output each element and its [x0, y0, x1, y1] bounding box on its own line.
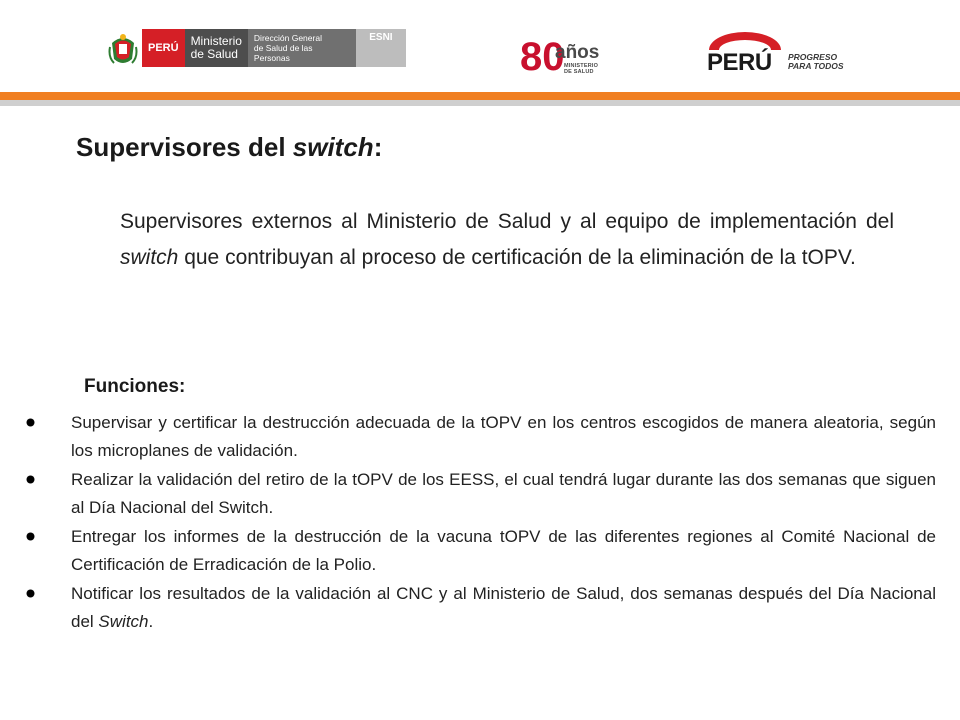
list-item [24, 409, 936, 465]
ministerio-line-1: Ministerio [190, 34, 242, 48]
anniversary-sub-2: DE SALUD [564, 69, 594, 75]
ministerio-line-2: de Salud [190, 47, 238, 61]
intro-paragraph [120, 204, 894, 276]
peru-coat-of-arms-icon [108, 29, 138, 67]
header [0, 0, 960, 92]
list-item-text: Supervisar y certificar la destrucción adecuada de la tOPV en los centros escogidos de manera aleatoria, según los microplanes de validación. [71, 413, 936, 460]
anniversary-years: años [555, 42, 600, 63]
bullet-icon [24, 416, 37, 429]
peru-brand-word: PERÚ [707, 49, 772, 76]
bullet-icon [24, 587, 37, 600]
functions-heading: Funciones: [84, 376, 186, 397]
list-item-italic: Switch [98, 612, 149, 631]
tagline-line-2: PARA TODOS [788, 61, 844, 71]
list-item [24, 580, 936, 636]
title-italic: switch [292, 132, 374, 162]
direccion-line-1: Dirección General [253, 33, 322, 43]
list-item [24, 466, 936, 522]
esni-label: ESNI [356, 29, 406, 67]
direccion-label [248, 29, 356, 67]
intro-italic: switch [120, 246, 179, 269]
list-item-suffix: . [148, 612, 154, 631]
bullet-icon [24, 473, 37, 486]
minsa-logo [108, 29, 406, 67]
list-item-text: Realizar la validación del retiro de la tOPV de los EESS, el cual tendrá lugar durante las dos semanas que siguen al Día Nacional del Switch. [71, 470, 936, 517]
list-item-text: Entregar los informes de la destrucción de la vacuna tOPV de las diferentes regiones al Comité Nacional de Certificación de Erradicación de la Polio. [71, 527, 936, 574]
title-suffix: : [373, 132, 383, 162]
tagline-line-1: PROGRESO [788, 52, 838, 62]
anniversary-sub-1: MINISTERIO [564, 63, 599, 69]
intro-part-1: Supervisores externos al Ministerio de Salud y al equipo de implementación del [120, 210, 894, 233]
functions-list [24, 409, 936, 637]
peru-label: PERÚ [142, 29, 185, 67]
list-item-text: Notificar los resultados de la validación al CNC y al Ministerio de Salud, dos semanas después del Día Nacional del [71, 584, 936, 631]
intro-part-2: que contribuyan al proceso de certificación de la eliminación de la tOPV. [178, 246, 856, 269]
bullet-icon [24, 530, 37, 543]
peru-brand-tagline [788, 53, 844, 71]
gray-band [0, 100, 960, 106]
list-item [24, 523, 936, 579]
title-main: Supervisores del [76, 132, 293, 162]
anniversary-number: 80 [520, 35, 565, 79]
page-title [76, 132, 382, 163]
orange-band [0, 92, 960, 100]
direccion-line-2: de Salud de las Personas [253, 43, 313, 63]
ministerio-label [185, 29, 248, 67]
